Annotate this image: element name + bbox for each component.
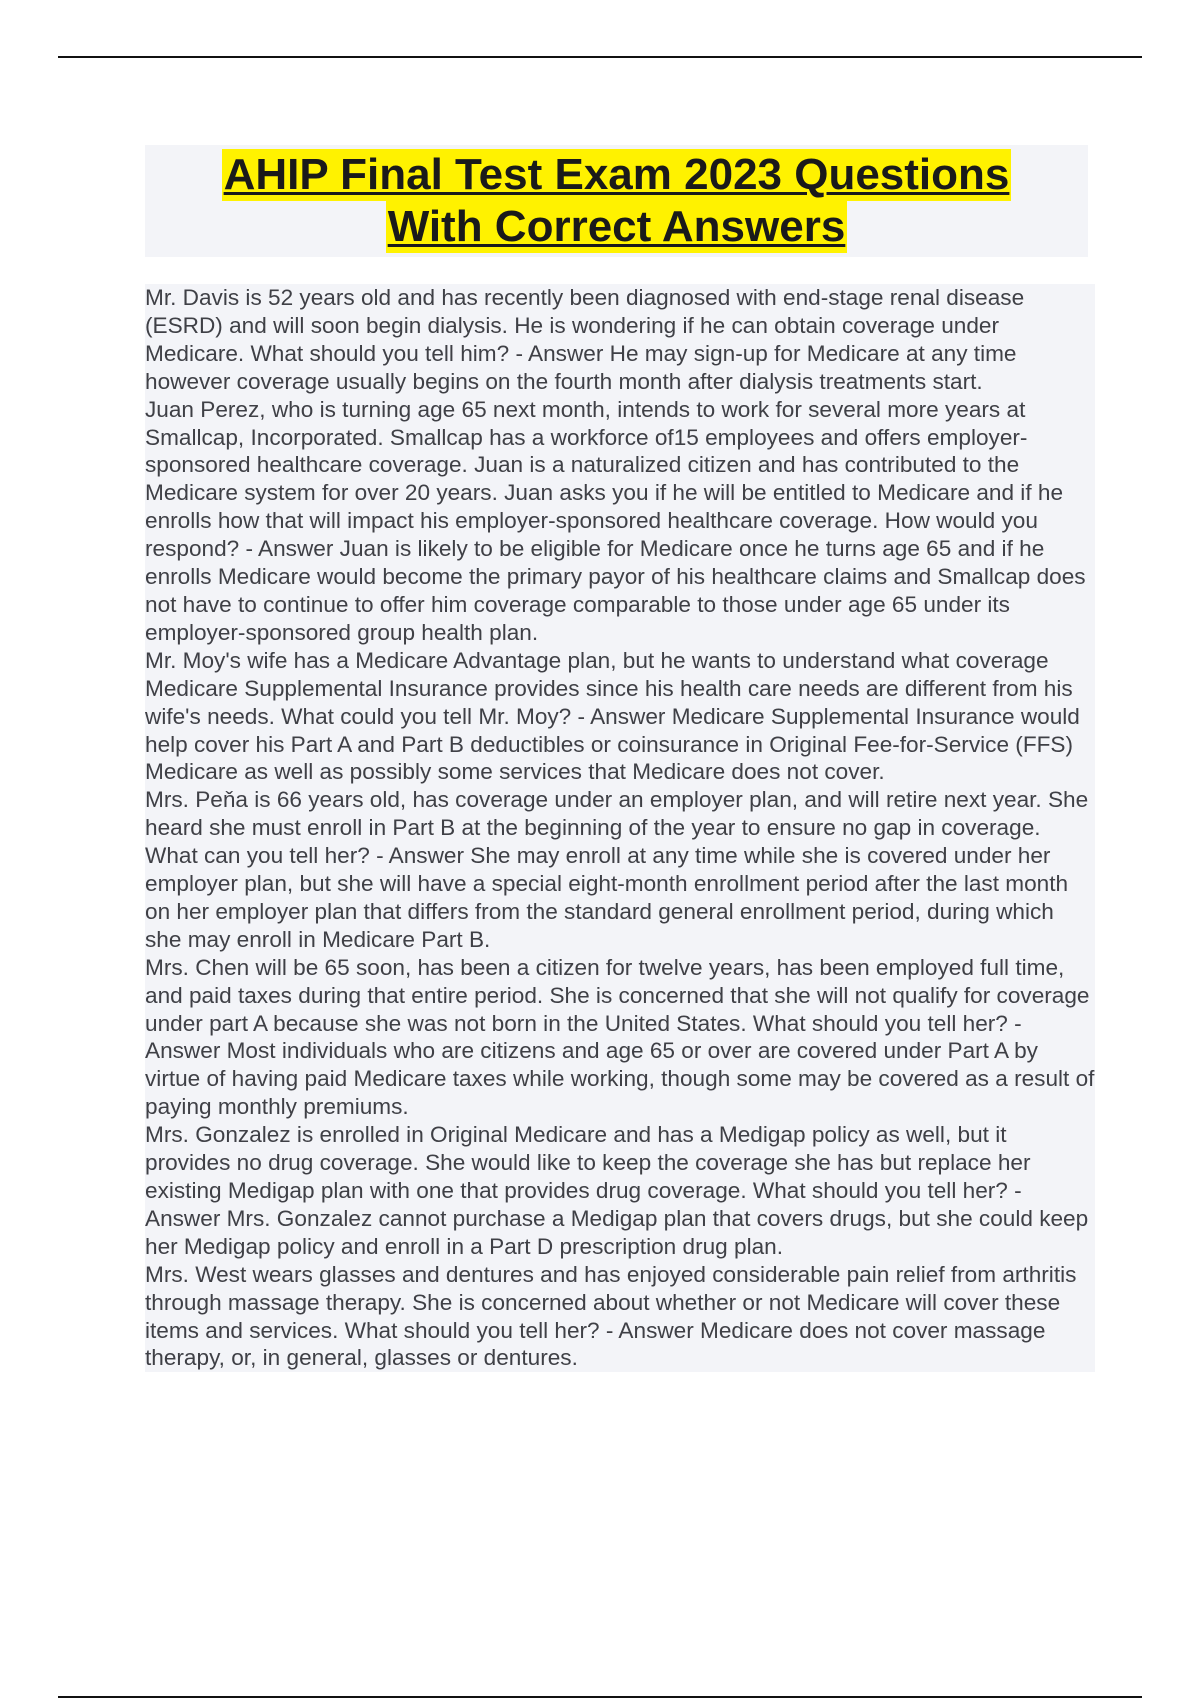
- qa-item: Juan Perez, who is turning age 65 next month, intends to work for several more years at Smallcap, Incorporated. Smallcap has a workforce of15 employees and offers employer-sponsored healthcare coverage. Juan is a naturalized citizen and has contributed to the Medicare system for over 20 years. Juan asks you if he will be entitled to Medicare and if he enrolls how that will impact his employer-sponsored healthcare coverage. How would you respond? - Answer Juan is likely to be eligible for Medicare once he turns age 65 and if he enrolls Medicare would become the primary payor of his healthcare claims and Smallcap does not have to continue to offer him coverage comparable to those under age 65 under its employer-sponsored group health plan.: [145, 396, 1095, 647]
- qa-item: Mr. Moy's wife has a Medicare Advantage plan, but he wants to understand what coverage Medicare Supplemental Insurance provides since his health care needs are different from his wife's needs. What could you tell Mr. Moy? - Answer Medicare Supplemental Insurance would help cover his Part A and Part B deductibles or coinsurance in Original Fee-for-Service (FFS) Medicare as well as possibly some services that Medicare does not cover.: [145, 647, 1095, 787]
- bottom-rule: [58, 1696, 1142, 1698]
- qa-item: Mrs. Gonzalez is enrolled in Original Medicare and has a Medigap policy as well, but it provides no drug coverage. She would like to keep the coverage she has but replace her existing Medigap plan with one that provides drug coverage. What should you tell her? - Answer Mrs. Gonzalez cannot purchase a Medigap plan that covers drugs, but she could keep her Medigap policy and enroll in a Part D prescription drug plan.: [145, 1121, 1095, 1261]
- document-title: [145, 145, 1088, 257]
- title-line-1: AHIP Final Test Exam 2023 Questions: [223, 150, 1010, 199]
- qa-item: Mrs. Chen will be 65 soon, has been a citizen for twelve years, has been employed full time, and paid taxes during that entire period. She is concerned that she will not qualify for coverage under part A because she was not born in the United States. What should you tell her? - Answer Most individuals who are citizens and age 65 or over are covered under Part A by virtue of having paid Medicare taxes while working, though some may be covered as a result of paying monthly premiums.: [145, 954, 1095, 1120]
- qa-item: Mrs. West wears glasses and dentures and has enjoyed considerable pain relief from arthritis through massage therapy. She is concerned about whether or not Medicare will cover these items and services. What should you tell her? - Answer Medicare does not cover massage therapy, or, in general, glasses or dentures.: [145, 1261, 1095, 1373]
- top-rule: [58, 56, 1142, 58]
- qa-item: Mrs. Peňa is 66 years old, has coverage under an employer plan, and will retire next year. She heard she must enroll in Part B at the beginning of the year to ensure no gap in coverage. What can you tell her? - Answer She may enroll at any time while she is covered under her employer plan, but she will have a special eight-month enrollment period after the last month on her employer plan that differs from the standard general enrollment period, during which she may enroll in Medicare Part B.: [145, 786, 1095, 953]
- qa-item: Mr. Davis is 52 years old and has recently been diagnosed with end-stage renal disease (ESRD) and will soon begin dialysis. He is wondering if he can obtain coverage under Medicare. What should you tell him? - Answer He may sign-up for Medicare at any time however coverage usually begins on the fourth month after dialysis treatments start.: [145, 284, 1095, 396]
- qa-list: [145, 284, 1095, 1372]
- title-line-2: With Correct Answers: [387, 202, 846, 251]
